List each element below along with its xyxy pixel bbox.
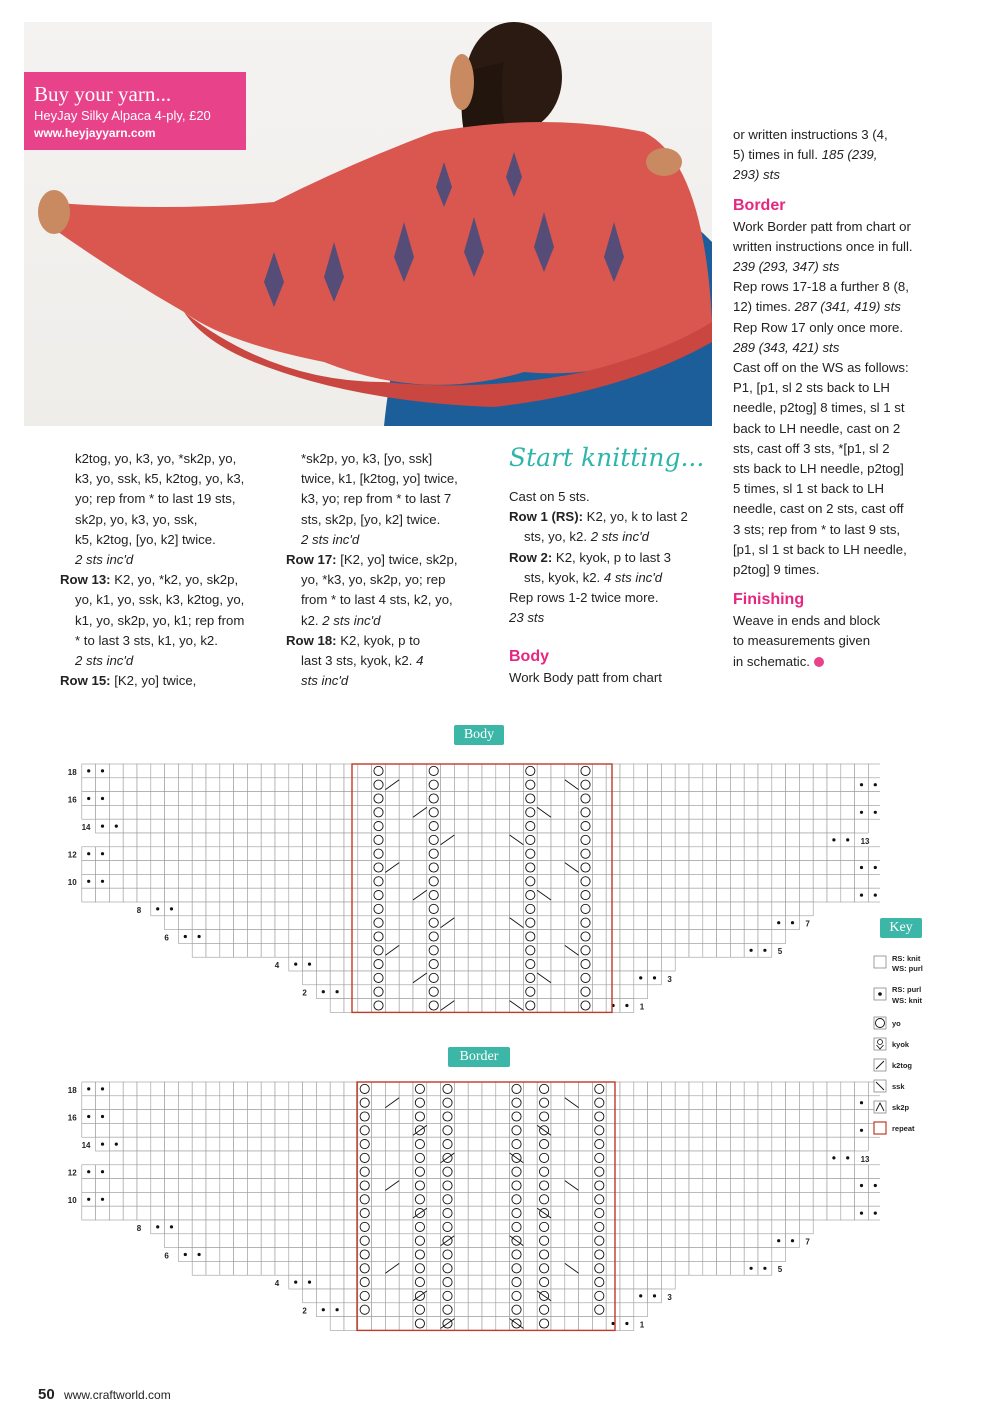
row-number: 5 (777, 947, 783, 957)
text-line: written instructions once in full. (733, 238, 913, 254)
row-15 (60, 671, 275, 691)
row-number: 1 (639, 1002, 645, 1012)
row-number: 13 (860, 836, 870, 846)
chart-row (302, 985, 647, 999)
chart-row (330, 999, 645, 1013)
chart-row (68, 1165, 880, 1179)
key-label: RS: knit (892, 954, 921, 963)
key-label: ssk (892, 1082, 905, 1091)
text-line: to measurements given (733, 633, 871, 649)
chart-row (302, 1303, 647, 1317)
text-line: Rep rows 17-18 a further 8 (8, (733, 279, 909, 295)
chart-row (82, 778, 880, 792)
key-sk2p (874, 1101, 910, 1113)
text-line: P1, [p1, sl 2 sts back to LH (733, 380, 890, 396)
row-number: 4 (274, 961, 280, 970)
chart-row (68, 847, 880, 861)
text-line: Work Border patt from chart or (733, 218, 911, 234)
key-label: yo (892, 1019, 901, 1028)
chart-row (192, 1261, 783, 1275)
row-number: 18 (67, 767, 77, 777)
yarn-url[interactable]: www.heyjayyarn.com (34, 126, 156, 140)
border-chart-title: Border (448, 1047, 510, 1067)
text-line: back to LH needle, cast on 2 (733, 420, 901, 436)
text-line: k5, k2tog, [yo, k2] twice. (75, 531, 216, 547)
text-line: twice, k1, [k2tog, yo] twice, (301, 471, 458, 487)
text-line: 5 times, sl 1 st back to LH (733, 481, 884, 497)
instructions-col-3 (509, 443, 724, 689)
chart-row (68, 1082, 880, 1096)
instructions-col-1 (60, 449, 275, 691)
text-line: [p1, sl 1 st back to LH needle, (733, 541, 907, 557)
stitch-count: 4 sts inc'd (603, 569, 663, 585)
chart-row (68, 1110, 880, 1124)
row-number: 5 (777, 1265, 783, 1275)
text-line: K2, kyok, p to (336, 632, 421, 648)
row-label: Row 2: (509, 549, 553, 565)
text-line: K2, kyok, p to last 3 (552, 549, 671, 565)
stitch-count: 23 sts (509, 610, 545, 626)
stitch-count: sts inc'd (301, 673, 349, 689)
text-line: K2, yo, *k2, yo, sk2p, (110, 572, 239, 588)
stitch-count: 2 sts inc'd (322, 612, 381, 628)
stitch-count: 2 sts inc'd (75, 653, 134, 669)
stitch-count: 2 sts inc'd (590, 529, 649, 545)
chart-row (109, 833, 870, 847)
key-legend (872, 950, 982, 1140)
row-number: 12 (67, 850, 77, 860)
text-line: Cast off on the WS as follows: (733, 360, 909, 376)
row-number: 14 (81, 1141, 91, 1150)
text-line: yo, k1, yo, ssk, k3, k2tog, yo, (75, 592, 245, 608)
key-yo (874, 1017, 901, 1029)
text-line: 12) times. (733, 299, 795, 315)
chart-row (192, 943, 783, 957)
row-17 (286, 550, 496, 570)
key-ssk (874, 1080, 905, 1092)
chart-row (137, 902, 813, 916)
row-label: Row 17: (286, 552, 337, 568)
chart-row (82, 819, 869, 833)
text-line: [K2, yo] twice, sk2p, (336, 552, 458, 568)
buy-yarn-box (24, 72, 246, 150)
text-line: Work Body patt from chart (509, 670, 662, 686)
chart-row (303, 1289, 673, 1303)
key-label: sk2p (892, 1103, 910, 1112)
stitch-count: 293) sts (733, 167, 780, 183)
chart-row (82, 1137, 869, 1151)
key-title: Key (880, 918, 922, 938)
row-label: Row 1 (RS): (509, 509, 583, 525)
text-line: sts, yo, k2. (524, 529, 591, 545)
text-line: in schematic. (733, 653, 810, 669)
row-number: 18 (67, 1085, 77, 1095)
key-purl (874, 985, 922, 1005)
chart-row (68, 874, 880, 888)
text-line: from * to last 4 sts, k2, yo, (301, 592, 453, 608)
text-line: sts, kyok, k2. (524, 569, 604, 585)
chart-row (137, 1220, 813, 1234)
text-line: * to last 3 sts, k1, yo, k2. (75, 632, 218, 648)
text-line: p2tog] 9 times. (733, 562, 820, 578)
chart-row (164, 1248, 785, 1262)
chart-row (82, 1206, 880, 1220)
text-line: 5) times in full. (733, 147, 822, 163)
text-line: needle, p2tog] 8 times, sl 1 st (733, 400, 905, 416)
yarn-line: HeyJay Silky Alpaca 4-ply, £20 (34, 108, 211, 123)
key-label: WS: purl (892, 964, 923, 973)
stitch-count: 289 (343, 421) sts (733, 339, 840, 355)
chart-row (68, 792, 880, 806)
row-13 (60, 570, 275, 590)
text-line: k3, yo, ssk, k5, k2tog, yo, k3, (75, 471, 245, 487)
chart-row (82, 805, 880, 819)
key-label: RS: purl (892, 985, 922, 994)
stitch-count: 2 sts inc'd (75, 552, 134, 568)
chart-row (165, 1234, 811, 1248)
yarn-heading: Buy your yarn... (34, 82, 172, 106)
yarn-ball-icon (814, 657, 824, 667)
key-label: repeat (892, 1124, 915, 1133)
text-line: *sk2p, yo, k3, [yo, ssk] (301, 451, 433, 466)
key-label: kyok (892, 1040, 910, 1049)
row-label: Row 15: (60, 673, 111, 689)
chart-row (82, 1123, 880, 1137)
stitch-count: 2 sts inc'd (301, 531, 360, 547)
stitch-count: 185 (239, (821, 147, 878, 163)
chart-row (330, 1317, 645, 1331)
text-line: needle, cast on 2 sts, cast off (733, 501, 904, 517)
row-number: 4 (274, 1279, 280, 1288)
row-number: 8 (136, 1223, 142, 1233)
row-number: 14 (81, 823, 91, 832)
key-repeat (874, 1122, 915, 1134)
stitch-count: 239 (293, 347) sts (733, 259, 840, 275)
text-line: yo, *k3, yo, sk2p, yo; rep (301, 572, 446, 588)
text-line: K2, yo, k to last 2 (583, 509, 688, 525)
text-line: 3 sts; rep from * to last 9 sts, (733, 521, 901, 537)
stitch-count: 4 (416, 653, 424, 669)
row-number: 16 (67, 1113, 77, 1123)
chart-row (109, 1151, 870, 1165)
row-number: 3 (667, 974, 672, 984)
row-number: 3 (667, 1292, 672, 1302)
row-label: Row 18: (286, 632, 337, 648)
text-line: k3, yo; rep from * to last 7 (301, 491, 452, 507)
row-number: 2 (302, 1306, 307, 1316)
row-number: 7 (805, 919, 810, 929)
page-footer (38, 1386, 171, 1403)
text-line: or written instructions 3 (4, (733, 127, 888, 142)
text-line: sts, sk2p, [yo, k2] twice. (301, 511, 441, 527)
body-chart-title: Body (454, 725, 504, 745)
row-18 (286, 631, 496, 651)
text-line: k2tog, yo, k3, yo, *sk2p, yo, (75, 451, 237, 466)
text-line: Cast on 5 sts. (509, 489, 590, 504)
start-knitting-heading: Start knitting... (509, 443, 705, 472)
text-line: sk2p, yo, k3, yo, ssk, (75, 511, 198, 527)
instructions-col-4 (733, 125, 973, 672)
key-k2tog (874, 1059, 912, 1071)
key-kyok (874, 1038, 910, 1050)
chart-row (82, 888, 880, 902)
stitch-count: 287 (341, 419) sts (794, 299, 901, 315)
row-number: 13 (860, 1154, 870, 1164)
row-number: 6 (164, 933, 169, 943)
text-line: sts, cast off 3 sts, *[p1, sl 2 (733, 440, 890, 456)
border-chart (0, 1078, 880, 1348)
page-number: 50 (38, 1386, 55, 1403)
key-label: WS: knit (892, 996, 922, 1005)
instructions-col-2 (286, 449, 496, 691)
chart-row (68, 1192, 880, 1206)
text-line: sts back to LH needle, p2tog] (733, 461, 904, 477)
key-label: k2tog (892, 1061, 913, 1070)
border-heading: Border (733, 196, 786, 214)
finishing-heading: Finishing (733, 591, 805, 609)
row-number: 10 (67, 1196, 77, 1206)
row-number: 16 (67, 795, 77, 805)
row-label: Row 13: (60, 572, 111, 588)
chart-row (275, 957, 675, 971)
text-line: Weave in ends and block (733, 613, 881, 629)
row-number: 8 (136, 905, 142, 915)
chart-row (82, 1179, 880, 1193)
chart-row (165, 916, 811, 930)
chart-row (82, 1096, 880, 1110)
text-line: k2. (301, 612, 323, 628)
chart-row (164, 930, 785, 944)
row-number: 1 (639, 1320, 645, 1330)
row-number: 12 (67, 1168, 77, 1178)
text-line: k1, yo, sk2p, yo, k1; rep from (75, 612, 245, 628)
body-chart (0, 760, 880, 1025)
chart-row (82, 861, 880, 875)
site-url[interactable]: www.craftworld.com (64, 1388, 171, 1402)
row-number: 10 (67, 878, 77, 888)
row-number: 2 (302, 988, 307, 998)
chart-row (68, 764, 880, 778)
text-line: Rep rows 1-2 twice more. (509, 590, 659, 606)
chart-row (303, 971, 673, 985)
text-line: Rep Row 17 only once more. (733, 319, 904, 335)
body-heading: Body (509, 648, 549, 666)
row-number: 6 (164, 1251, 169, 1261)
text-line: [K2, yo] twice, (110, 673, 197, 689)
key-knit (874, 954, 923, 973)
text-line: last 3 sts, kyok, k2. (301, 653, 417, 669)
text-line: yo; rep from * to last 19 sts, (75, 491, 236, 507)
row-number: 7 (805, 1237, 810, 1247)
